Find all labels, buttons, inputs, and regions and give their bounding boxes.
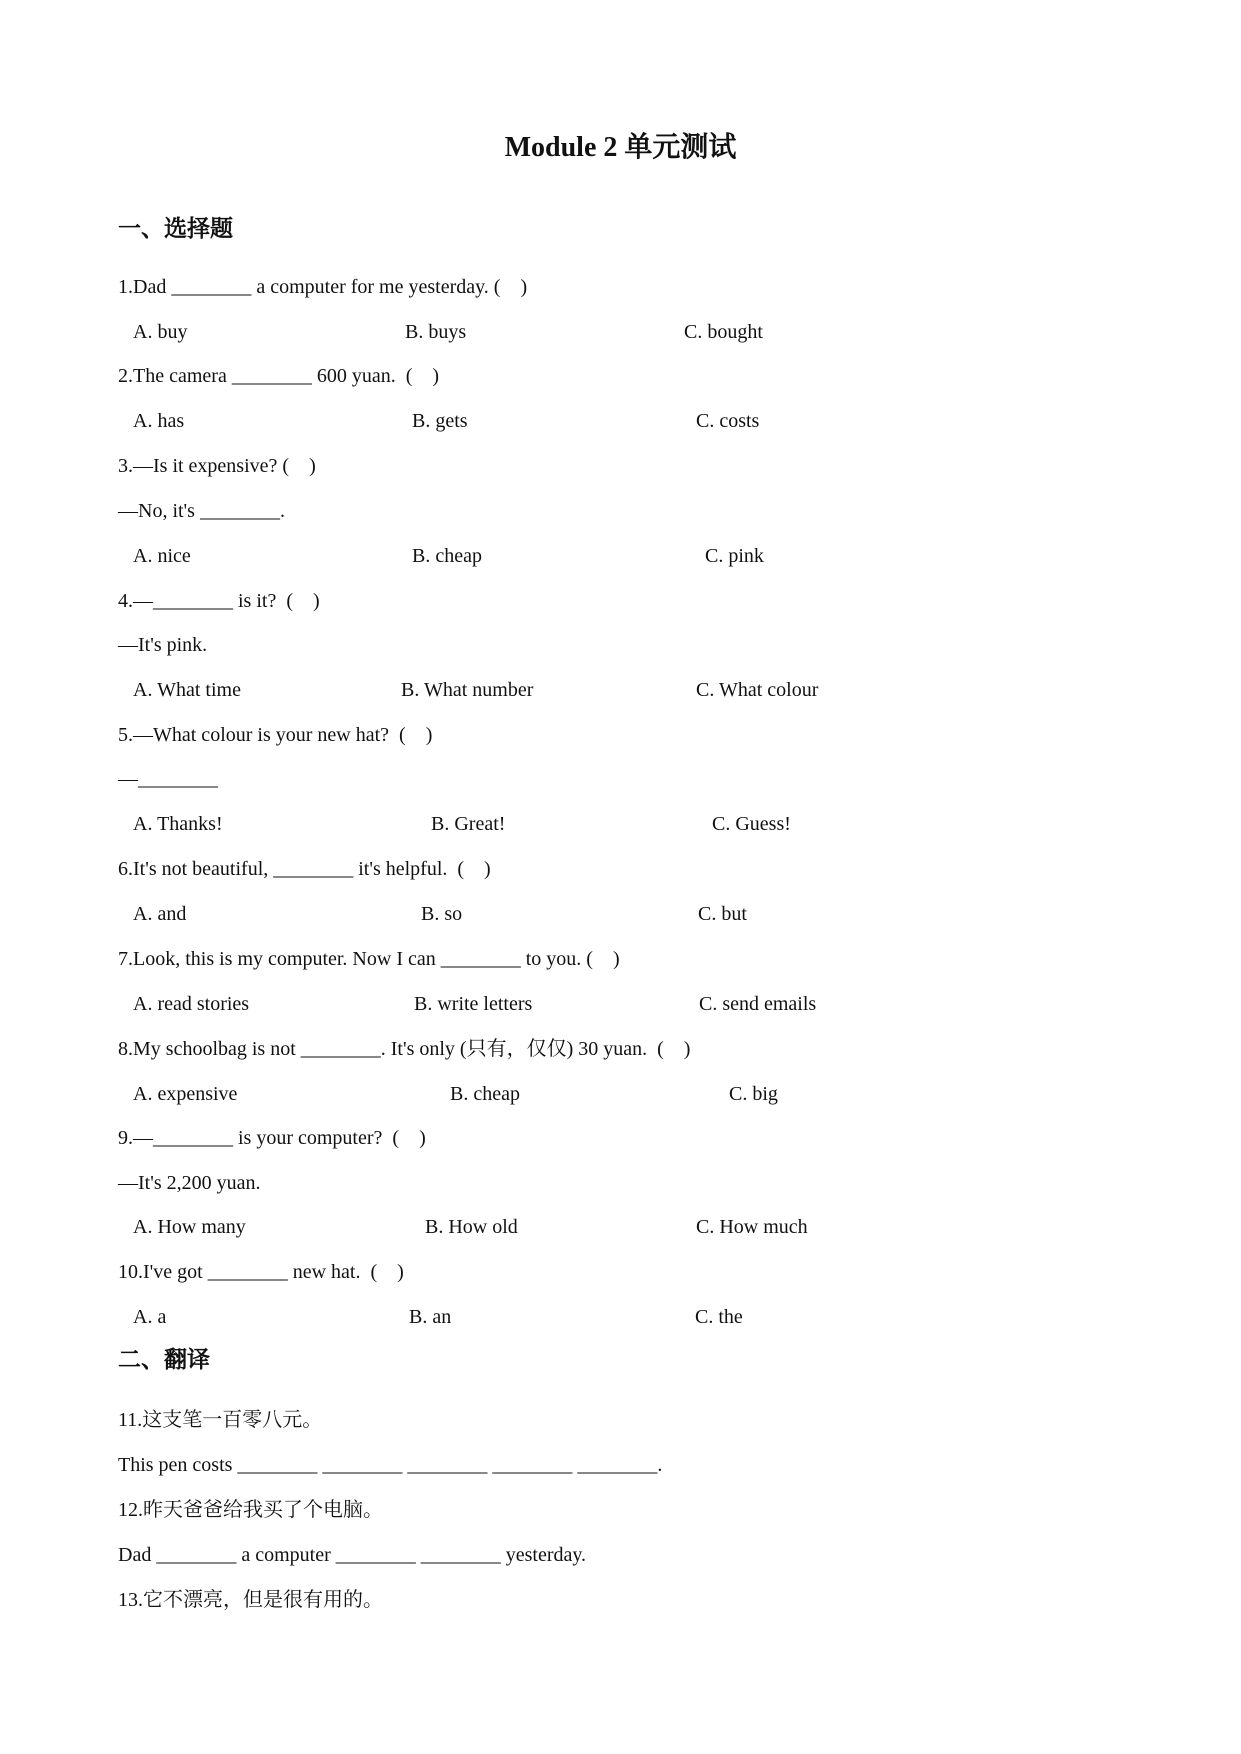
question-5-reply: —________ — [118, 768, 218, 790]
q9-option-c: C. How much — [696, 1216, 808, 1238]
q8-option-c: C. big — [729, 1083, 778, 1105]
q3-option-a: A. nice — [133, 545, 191, 567]
question-5: 5.—What colour is your new hat? ( ) — [118, 724, 433, 746]
question-8: 8.My schoolbag is not ________. It's only (只有，仅仅) 30 yuan. ( ) — [118, 1038, 691, 1060]
question-4: 4.—________ is it? ( ) — [118, 590, 320, 612]
question-10: 10.I've got ________ new hat. ( ) — [118, 1261, 404, 1283]
q7-option-a: A. read stories — [133, 993, 250, 1015]
page-title: Module 2 单元测试 — [504, 132, 737, 163]
q1-option-c: C. bought — [684, 321, 763, 343]
translation-12-en: Dad ________ a computer ________ ________ yesterday. — [118, 1544, 587, 1566]
q10-option-c: C. the — [695, 1306, 743, 1328]
q3-option-b: B. cheap — [412, 545, 482, 567]
question-2: 2.The camera ________ 600 yuan. ( ) — [118, 365, 440, 387]
q8-option-b: B. cheap — [450, 1083, 520, 1105]
q6-option-a: A. and — [133, 903, 187, 925]
q2-option-c: C. costs — [696, 410, 760, 432]
q1-option-b: B. buys — [405, 321, 467, 343]
section-heading-choice: 一、选择题 — [118, 216, 233, 242]
q10-option-a: A. a — [133, 1306, 167, 1328]
q2-option-b: B. gets — [412, 410, 468, 432]
q10-option-b: B. an — [409, 1306, 452, 1328]
question-9-reply: —It's 2,200 yuan. — [118, 1172, 261, 1194]
q4-option-b: B. What number — [401, 679, 534, 701]
q7-option-c: C. send emails — [699, 993, 817, 1015]
q6-option-c: C. but — [698, 903, 747, 925]
q9-option-b: B. How old — [425, 1216, 518, 1238]
translation-11-en: This pen costs ________ ________ ________ ________ ________. — [118, 1454, 663, 1476]
question-6: 6.It's not beautiful, ________ it's helpful. ( ) — [118, 858, 491, 880]
q3-option-c: C. pink — [705, 545, 764, 567]
q5-option-b: B. Great! — [431, 813, 506, 835]
q7-option-b: B. write letters — [414, 993, 533, 1015]
question-1: 1.Dad ________ a computer for me yesterday. ( ) — [118, 276, 528, 298]
q4-option-c: C. What colour — [696, 679, 819, 701]
q4-option-a: A. What time — [133, 679, 241, 701]
question-3: 3.—Is it expensive? ( ) — [118, 455, 316, 477]
translation-12-cn: 12.昨天爸爸给我买了个电脑。 — [118, 1499, 383, 1521]
q9-option-a: A. How many — [133, 1216, 246, 1238]
q2-option-a: A. has — [133, 410, 185, 432]
question-7: 7.Look, this is my computer. Now I can ________ to you. ( ) — [118, 948, 620, 970]
q1-option-a: A. buy — [133, 321, 188, 343]
section-heading-translation: 二、翻译 — [118, 1347, 210, 1373]
q8-option-a: A. expensive — [133, 1083, 238, 1105]
q6-option-b: B. so — [421, 903, 463, 925]
question-4-reply: —It's pink. — [118, 634, 208, 656]
question-3-reply: —No, it's ________. — [118, 500, 285, 522]
translation-11-cn: 11.这支笔一百零八元。 — [118, 1409, 323, 1431]
q5-option-c: C. Guess! — [712, 813, 791, 835]
question-9: 9.—________ is your computer? ( ) — [118, 1127, 426, 1149]
q5-option-a: A. Thanks! — [133, 813, 223, 835]
translation-13-cn: 13.它不漂亮，但是很有用的。 — [118, 1589, 383, 1611]
